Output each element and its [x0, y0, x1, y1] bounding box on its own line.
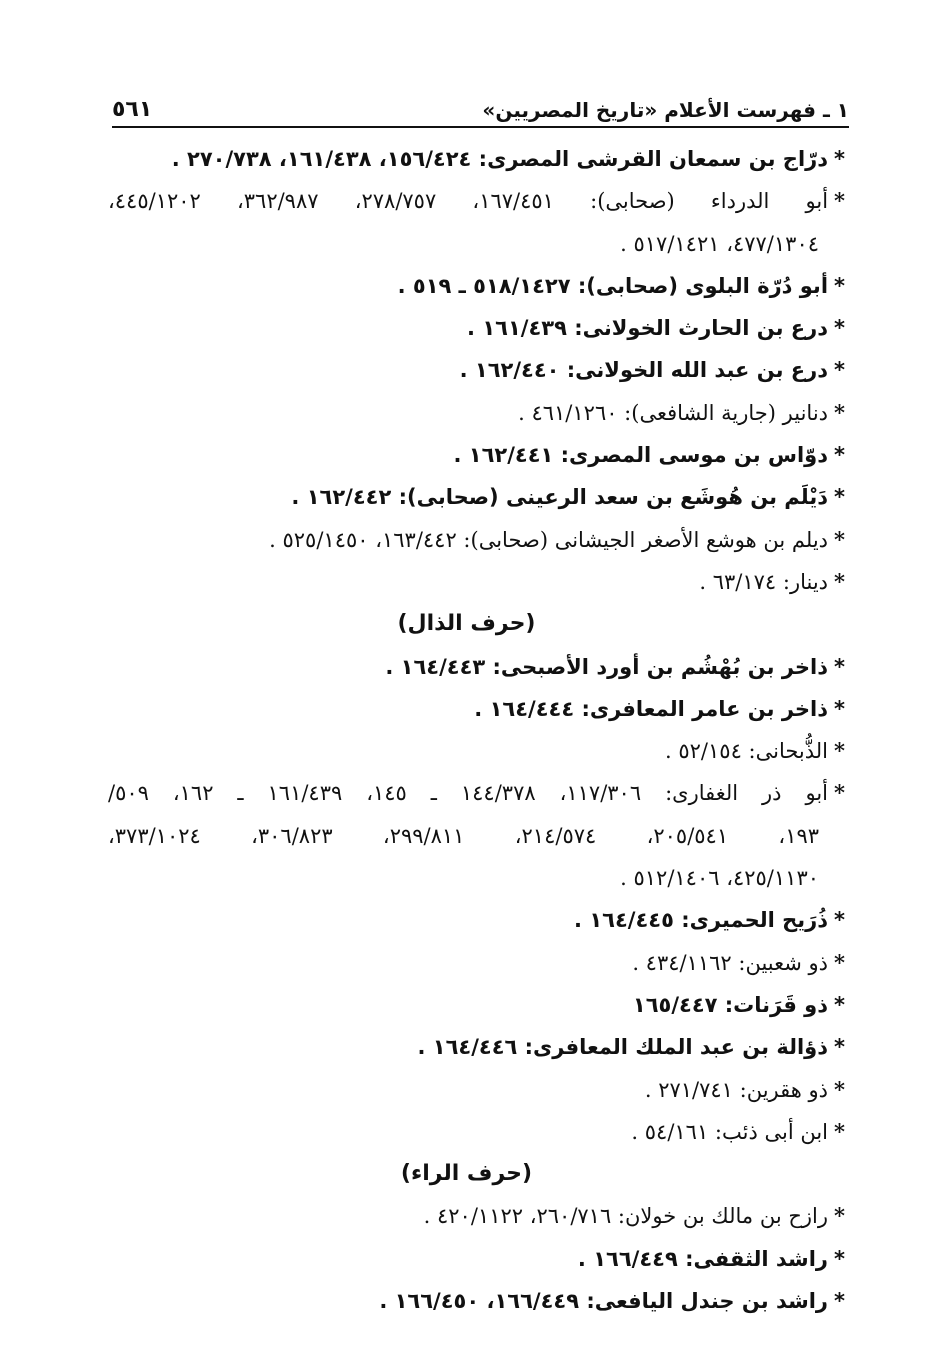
- index-entry: [108, 1195, 845, 1237]
- entry-text: دوّاس بن موسى المصرى: ١٦٢/٤٤١ .: [453, 443, 829, 468]
- entry-marker: *: [834, 1076, 845, 1102]
- entry-text: ابن أبى ذئب: ٥٤/١٦١ .: [631, 1119, 829, 1144]
- index-entry-continuation: [108, 815, 845, 857]
- index-entries: [108, 138, 845, 1322]
- index-entry: [108, 942, 845, 984]
- index-entry: [108, 180, 845, 222]
- entry-marker: *: [834, 526, 845, 552]
- entry-text: دينار: ٦٣/١٧٤ .: [699, 569, 829, 594]
- entry-text: ١٩٣، ٢٠٥/٥٤١، ٢١٤/٥٧٤، ٢٩٩/٨١١، ٣٠٦/٨٢٣، ٣٧٣/١٠٢٤،: [108, 823, 820, 848]
- index-entry: [108, 772, 845, 814]
- page-header: [112, 88, 849, 128]
- running-title: ١ ـ فهرست الأعلام «تاريخ المصريين»: [482, 98, 849, 122]
- entry-marker: *: [834, 443, 845, 468]
- entry-text: رازح بن مالك بن خولان: ٢٦٠/٧١٦، ٤٢٠/١١٢٢ .: [423, 1204, 829, 1229]
- entry-text: ذاخر بن عامر المعافرى: ١٦٤/٤٤٤ .: [474, 696, 829, 721]
- entry-text: ذو قَرَنات: ١٦٥/٤٤٧: [632, 992, 829, 1017]
- entry-marker: *: [834, 1118, 845, 1144]
- entry-text: دَيْلَم بن هُوشَع بن سعد الرعينى (صحابى): ١٦٢/٤٤٢ .: [291, 485, 829, 510]
- index-entry: [108, 138, 845, 180]
- entry-text: درع بن عبد الله الخولانى: ١٦٢/٤٤٠ .: [459, 358, 829, 383]
- entry-text: ذو هقرين: ٢٧١/٧٤١ .: [644, 1077, 829, 1102]
- index-entry: [108, 1111, 845, 1153]
- section-heading: (حرف الذال): [397, 611, 536, 637]
- index-entry: [108, 519, 845, 561]
- index-entry: [108, 434, 845, 476]
- index-entry: [108, 646, 845, 688]
- entry-text: دنانير (جارية الشافعى): ٤٦١/١٢٦٠ .: [518, 400, 829, 425]
- entry-marker: *: [834, 399, 845, 425]
- entry-marker: *: [834, 1203, 845, 1229]
- entry-marker: *: [834, 992, 845, 1017]
- entry-marker: *: [834, 1246, 845, 1271]
- entry-text: أبو الدرداء (صحابى): ١٦٧/٤٥١، ٢٧٨/٧٥٧، ٣٦٢/٩٨٧، ٤٤٥/١٢٠٢،: [108, 189, 829, 214]
- index-entry: [108, 1238, 845, 1280]
- entry-text: ذاخر بن بُهْشُم بن أورد الأصبحى: ١٦٤/٤٤٣ .: [385, 654, 829, 679]
- entry-marker: *: [834, 908, 845, 933]
- entry-marker: *: [834, 316, 845, 341]
- page-number: ٥٦١: [112, 97, 153, 122]
- index-entry: [108, 984, 845, 1026]
- entry-marker: *: [834, 188, 845, 214]
- entry-text: راشد بن جندل اليافعى: ١٦٦/٤٤٩، ١٦٦/٤٥٠ .: [379, 1289, 829, 1314]
- entry-marker: *: [834, 273, 845, 298]
- entry-text: ٤٢٥/١١٣٠، ٥١٢/١٤٠٦ .: [620, 866, 819, 891]
- entry-text: ذو شعبين: ٤٣٤/١١٦٢ .: [632, 950, 829, 975]
- entry-marker: *: [834, 696, 845, 721]
- index-entry: [108, 392, 845, 434]
- index-entry: [108, 688, 845, 730]
- index-entry: [108, 1280, 845, 1322]
- entry-text: أبو دُرّة البلوى (صحابى): ٥١٨/١٤٢٧ ـ ٥١٩ .: [397, 273, 829, 298]
- entry-text: راشد الثقفى: ١٦٦/٤٤٩ .: [577, 1246, 829, 1271]
- index-entry: [108, 307, 845, 349]
- entry-marker: *: [834, 358, 845, 383]
- index-entry: [108, 899, 845, 941]
- index-entry: [108, 561, 845, 603]
- index-entry: [108, 349, 845, 391]
- index-entry: [108, 730, 845, 772]
- entry-text: ذؤالة بن عبد الملك المعافرى: ١٦٤/٤٤٦ .: [417, 1035, 829, 1060]
- entry-text: ديلم بن هوشع الأصغر الجيشانى (صحابى): ١٦٣/٤٤٢، ٥٢٥/١٤٥٠ .: [269, 527, 829, 552]
- entry-marker: *: [834, 1035, 845, 1060]
- entry-text: ٤٧٧/١٣٠٤، ٥١٧/١٤٢١ .: [620, 231, 819, 256]
- index-entry: [108, 1069, 845, 1111]
- entry-text: الذُّبحانى: ٥٢/١٥٤ .: [665, 739, 829, 764]
- entry-marker: *: [834, 738, 845, 764]
- entry-marker: *: [834, 1289, 845, 1314]
- entry-text: درع بن الحارث الخولانى: ١٦١/٤٣٩ .: [467, 316, 829, 341]
- entry-text: ذُرَيح الحميرى: ١٦٤/٤٤٥ .: [574, 908, 829, 933]
- index-entry: [108, 265, 845, 307]
- entry-text: درّاج بن سمعان القرشى المصرى: ١٥٦/٤٢٤، ١٦١/٤٣٨، ٢٧٠/٧٣٨ .: [171, 147, 829, 171]
- index-entry-continuation: [108, 223, 845, 265]
- entry-marker: *: [834, 780, 845, 806]
- index-entry-continuation: [108, 857, 845, 899]
- entry-text: أبو ذر الغفارى: ١١٧/٣٠٦، ١٤٤/٣٧٨ ـ ١٤٥، ١٦١/٤٣٩ ـ ١٦٢، ٥٠٩/: [108, 781, 828, 806]
- section-heading: (حرف الراء): [400, 1161, 533, 1187]
- entry-marker: *: [834, 568, 845, 594]
- entry-marker: *: [834, 949, 845, 975]
- index-entry: [108, 1026, 845, 1068]
- entry-marker: *: [834, 485, 845, 510]
- index-entry: [108, 476, 845, 518]
- entry-marker: *: [834, 654, 845, 679]
- entry-marker: *: [834, 147, 845, 171]
